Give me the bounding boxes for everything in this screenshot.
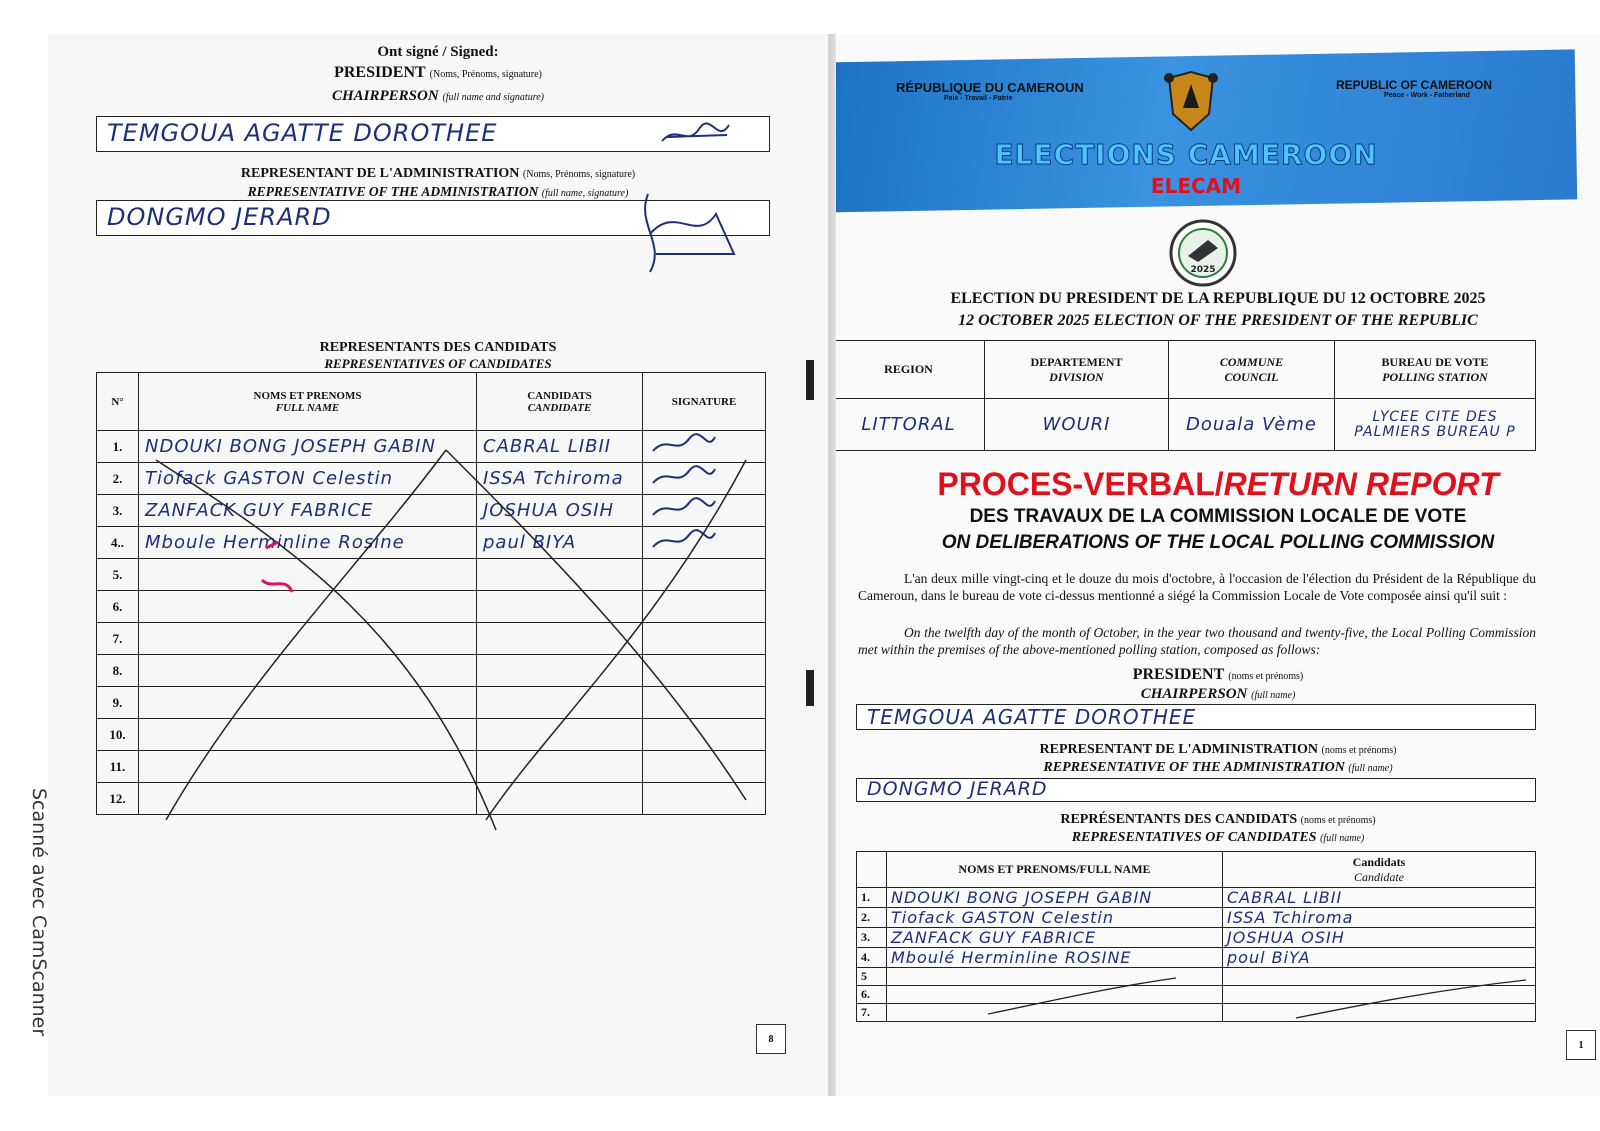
left-table-row bbox=[97, 591, 766, 623]
left-row-num: 10. bbox=[97, 719, 139, 751]
th-commune-en: COUNCIL bbox=[1224, 369, 1279, 384]
cand-row-name-cell bbox=[887, 948, 1223, 968]
left-row-signature-cell bbox=[643, 623, 766, 655]
cand-th-cand-en: Candidate bbox=[1354, 869, 1404, 884]
left-president-label-fr: PRESIDENT bbox=[334, 64, 426, 81]
staple-bottom bbox=[806, 670, 814, 706]
left-admin-note-en: (full name, signature) bbox=[541, 188, 629, 199]
left-row-signature-cell bbox=[643, 655, 766, 687]
left-table-row bbox=[97, 431, 766, 463]
left-table-row bbox=[97, 559, 766, 591]
cand-th-num bbox=[857, 852, 887, 888]
cand-row-candidate-cell bbox=[1223, 908, 1536, 928]
cand-row-candidate: CABRAL LIBII bbox=[1227, 888, 1343, 907]
election-title-en-text: 12 OCTOBER 2025 ELECTION OF THE PRESIDENT OF THE REPUBLIC bbox=[958, 312, 1478, 329]
right-president-label-fr: PRESIDENT bbox=[1132, 666, 1225, 683]
seal-year: 2025 bbox=[1190, 265, 1216, 275]
elections-cameroon-title: ELECTIONS CAMEROON bbox=[994, 138, 1378, 171]
cand-row-num: 3. bbox=[857, 928, 887, 948]
left-row-candidate-cell bbox=[477, 783, 643, 815]
left-page-number: 8 bbox=[756, 1024, 786, 1054]
right-reps-label bbox=[836, 812, 1600, 828]
rep-signature-icon bbox=[649, 465, 719, 489]
location-header-row bbox=[836, 341, 1536, 399]
right-table-strike-marks bbox=[986, 974, 1546, 1024]
th-bureau-en: POLLING STATION bbox=[1382, 369, 1488, 384]
cand-header-row bbox=[857, 852, 1536, 888]
cand-row-name: NDOUKI BONG JOSEPH GABIN bbox=[891, 888, 1153, 907]
cand-row-candidate-cell bbox=[1223, 928, 1536, 948]
left-row-name-cell bbox=[139, 655, 477, 687]
left-row-candidate: CABRAL LIBII bbox=[483, 436, 612, 457]
cand-row-name: Mboulé Herminline ROSINE bbox=[891, 948, 1132, 967]
value-bureau bbox=[1335, 399, 1536, 451]
republic-en bbox=[1336, 78, 1492, 99]
left-table-row bbox=[97, 687, 766, 719]
left-chairperson-label-en: CHAIRPERSON bbox=[331, 88, 439, 104]
left-president-note-fr: (Noms, Prénoms, signature) bbox=[429, 69, 542, 80]
right-admin-label-fr: REPRESENTANT DE L'ADMINISTRATION bbox=[1039, 742, 1318, 757]
elecam-title: ELECAM bbox=[1150, 174, 1242, 198]
cand-row-num: 6. bbox=[857, 986, 887, 1004]
left-row-signature-cell bbox=[643, 687, 766, 719]
right-admin-note-fr: (noms et prénoms) bbox=[1321, 745, 1397, 756]
location-values-row bbox=[836, 399, 1536, 451]
right-chairperson-label-en: CHAIRPERSON bbox=[1140, 686, 1248, 702]
cand-row-num: 2. bbox=[857, 908, 887, 928]
staple-top bbox=[806, 360, 814, 400]
left-row-name-cell bbox=[139, 751, 477, 783]
commune-value: Douala Vème bbox=[1185, 414, 1317, 435]
cand-row-candidate: ISSA Tchiroma bbox=[1227, 908, 1354, 927]
value-department bbox=[985, 399, 1169, 451]
left-table-row bbox=[97, 623, 766, 655]
left-row-signature-cell bbox=[643, 591, 766, 623]
left-row-num: 11. bbox=[97, 751, 139, 783]
left-th-name bbox=[139, 373, 477, 431]
republic-fr bbox=[896, 80, 1084, 102]
cand-row-name-cell bbox=[887, 928, 1223, 948]
left-row-candidate-cell bbox=[477, 527, 643, 559]
left-row-num: 6. bbox=[97, 591, 139, 623]
value-commune bbox=[1169, 399, 1335, 451]
right-admin-label-en: REPRESENTATIVE OF THE ADMINISTRATION bbox=[1043, 760, 1345, 775]
left-row-candidate-cell bbox=[477, 591, 643, 623]
right-page-number: 1 bbox=[1566, 1030, 1596, 1060]
left-table-header-row bbox=[97, 373, 766, 431]
admin-signature-icon bbox=[636, 184, 746, 274]
left-row-num: 12. bbox=[97, 783, 139, 815]
pv-title-fr: PROCES-VERBAL/ bbox=[937, 466, 1224, 502]
left-table-row bbox=[97, 783, 766, 815]
th-dept-fr: DEPARTEMENT bbox=[1030, 354, 1123, 369]
rep-signature-icon bbox=[649, 433, 719, 457]
left-row-candidate-cell bbox=[477, 463, 643, 495]
left-row-signature-cell bbox=[643, 559, 766, 591]
left-row-candidate-cell bbox=[477, 751, 643, 783]
republic-en-text: REPUBLIC OF CAMEROON bbox=[1336, 78, 1492, 92]
department-value: WOURI bbox=[1042, 414, 1111, 435]
left-row-candidate-cell bbox=[477, 655, 643, 687]
left-president-name-box bbox=[96, 116, 770, 152]
left-table-row bbox=[97, 495, 766, 527]
bureau-value: LYCEE CITE DES PALMIERS BUREAU P bbox=[1354, 408, 1516, 440]
left-row-candidate-cell bbox=[477, 719, 643, 751]
left-th-signature: SIGNATURE bbox=[643, 373, 766, 431]
pv-title-en: RETURN REPORT bbox=[1223, 466, 1499, 502]
left-row-signature-cell bbox=[643, 719, 766, 751]
right-page bbox=[836, 34, 1600, 1096]
th-dept-en: DIVISION bbox=[1049, 369, 1104, 384]
cand-th-name: NOMS ET PRENOMS/FULL NAME bbox=[887, 852, 1223, 888]
left-table-row bbox=[97, 527, 766, 559]
motto-fr: Paix - Travail - Patrie bbox=[944, 95, 1013, 102]
signed-heading-text: Ont signé / Signed: bbox=[377, 44, 499, 60]
left-row-name-cell bbox=[139, 591, 477, 623]
left-row-name-cell bbox=[139, 431, 477, 463]
region-value: LITTORAL bbox=[861, 414, 956, 435]
right-admin-name-box bbox=[856, 778, 1536, 802]
left-row-name-cell bbox=[139, 559, 477, 591]
right-chairperson-label bbox=[836, 686, 1600, 703]
cand-table-row bbox=[857, 948, 1536, 968]
cand-row-candidate-cell bbox=[1223, 948, 1536, 968]
cand-row-candidate: poul BiYA bbox=[1227, 948, 1311, 967]
left-reps-table bbox=[96, 372, 766, 815]
left-row-name-cell bbox=[139, 623, 477, 655]
signed-heading bbox=[48, 44, 828, 61]
left-reps-heading bbox=[48, 340, 828, 372]
left-admin-label-en: REPRESENTATIVE OF THE ADMINISTRATION bbox=[247, 184, 539, 199]
left-row-num: 5. bbox=[97, 559, 139, 591]
left-th-name-en: FULL NAME bbox=[275, 401, 340, 414]
th-commune bbox=[1169, 341, 1335, 399]
right-reps-label-fr: REPRÉSENTANTS DES CANDIDATS bbox=[1060, 812, 1298, 827]
right-president-label bbox=[836, 666, 1600, 684]
pv-subtitle-fr: DES TRAVAUX DE LA COMMISSION LOCALE DE VOTE bbox=[969, 506, 1467, 527]
right-admin-label-en-row bbox=[836, 760, 1600, 776]
left-row-num: 9. bbox=[97, 687, 139, 719]
left-row-signature-cell bbox=[643, 495, 766, 527]
left-table-row bbox=[97, 719, 766, 751]
left-table-row bbox=[97, 655, 766, 687]
left-row-name: NDOUKI BONG JOSEPH GABIN bbox=[145, 436, 436, 457]
cand-table-row bbox=[857, 908, 1536, 928]
right-president-name: TEMGOUA AGATTE DOROTHEE bbox=[867, 705, 1197, 729]
cand-table-row bbox=[857, 928, 1536, 948]
left-admin-note-fr: (Noms, Prénoms, signature) bbox=[522, 169, 636, 180]
right-admin-name: DONGMO JERARD bbox=[867, 778, 1048, 800]
left-row-num: 3. bbox=[97, 495, 139, 527]
left-th-name-fr: NOMS ET PRENOMS bbox=[253, 389, 362, 402]
left-row-num: 2. bbox=[97, 463, 139, 495]
republic-fr-text: RÉPUBLIQUE DU CAMEROUN bbox=[896, 80, 1084, 95]
left-table-row bbox=[97, 751, 766, 783]
left-president-label bbox=[48, 64, 828, 82]
left-president-name: TEMGOUA AGATTE DOROTHEE bbox=[107, 119, 498, 147]
left-row-candidate-cell bbox=[477, 495, 643, 527]
left-row-candidate: JOSHUA OSIH bbox=[483, 500, 615, 521]
cand-th-candidate bbox=[1223, 852, 1536, 888]
left-reps-heading-fr: REPRESENTANTS DES CANDIDATS bbox=[319, 340, 557, 355]
rep-signature-icon bbox=[649, 529, 719, 553]
left-admin-label-fr: REPRESENTANT DE L'ADMINISTRATION bbox=[240, 166, 520, 181]
cand-th-cand-fr: Candidats bbox=[1352, 854, 1406, 869]
left-th-candidate bbox=[477, 373, 643, 431]
left-row-candidate-cell bbox=[477, 559, 643, 591]
left-row-name-cell bbox=[139, 463, 477, 495]
left-th-cand-en: CANDIDATE bbox=[527, 401, 592, 414]
election-title-fr bbox=[836, 290, 1600, 308]
left-row-name: Tiofack GASTON Celestin bbox=[145, 468, 394, 489]
cand-row-candidate-cell bbox=[1223, 888, 1536, 908]
election-title-fr-text: ELECTION DU PRESIDENT DE LA REPUBLIQUE DU 12 OCTOBRE 2025 bbox=[950, 290, 1486, 307]
left-table-row bbox=[97, 463, 766, 495]
left-row-name-cell bbox=[139, 783, 477, 815]
left-row-signature-cell bbox=[643, 463, 766, 495]
left-row-candidate-cell bbox=[477, 431, 643, 463]
left-th-num: N° bbox=[97, 373, 139, 431]
left-row-num: 7. bbox=[97, 623, 139, 655]
motto-en: Peace - Work - Fatherland bbox=[1384, 92, 1470, 99]
cand-row-name-cell bbox=[887, 908, 1223, 928]
rep-signature-icon bbox=[649, 497, 719, 521]
right-reps-note-en: (full name) bbox=[1320, 833, 1365, 844]
cand-row-name: ZANFACK GUY FABRICE bbox=[891, 928, 1097, 947]
right-admin-label bbox=[836, 742, 1600, 758]
th-bureau bbox=[1335, 341, 1536, 399]
left-row-name: Mboule Herminline Rosine bbox=[145, 532, 405, 553]
left-row-num: 1. bbox=[97, 431, 139, 463]
th-commune-fr: COMMUNE bbox=[1219, 354, 1284, 369]
camscanner-watermark: Scanné avec CamScanner bbox=[28, 788, 50, 1037]
value-region bbox=[836, 399, 985, 451]
left-row-candidate: ISSA Tchiroma bbox=[483, 468, 624, 489]
left-row-name-cell bbox=[139, 527, 477, 559]
right-president-name-box bbox=[856, 704, 1536, 730]
right-admin-note-en: (full name) bbox=[1348, 763, 1393, 774]
cand-row-name-cell bbox=[887, 888, 1223, 908]
election-title-en bbox=[836, 312, 1600, 330]
cand-table-row bbox=[857, 888, 1536, 908]
cand-row-num: 1. bbox=[857, 888, 887, 908]
left-table-body bbox=[97, 431, 766, 815]
left-row-name: ZANFACK GUY FABRICE bbox=[145, 500, 374, 521]
left-row-signature-cell bbox=[643, 751, 766, 783]
th-region: REGION bbox=[836, 341, 985, 399]
left-th-cand-fr: CANDIDATS bbox=[527, 389, 592, 402]
left-row-signature-cell bbox=[643, 431, 766, 463]
th-bureau-fr: BUREAU DE VOTE bbox=[1381, 354, 1489, 369]
right-chairperson-note-en: (full name) bbox=[1251, 690, 1296, 701]
left-row-name-cell bbox=[139, 495, 477, 527]
left-row-num: 4.. bbox=[97, 527, 139, 559]
left-chairperson-label bbox=[48, 88, 828, 105]
left-row-candidate-cell bbox=[477, 623, 643, 655]
left-row-name-cell bbox=[139, 687, 477, 719]
left-row-candidate-cell bbox=[477, 687, 643, 719]
cand-row-num: 5 bbox=[857, 968, 887, 986]
elecam-seal-icon bbox=[1168, 218, 1238, 288]
intro-paragraph-en: On the twelfth day of the month of October, in the year two thousand and twenty-five, the Local Polling Commission met within the premises of the above-mentioned polling station, composed as follows: bbox=[858, 625, 1536, 657]
cand-row-num: 4. bbox=[857, 948, 887, 968]
right-reps-note-fr: (noms et prénoms) bbox=[1300, 815, 1376, 826]
right-reps-label-en-row bbox=[836, 830, 1600, 846]
left-row-name-cell bbox=[139, 719, 477, 751]
left-row-candidate: paul BIYA bbox=[483, 532, 577, 553]
coat-of-arms-icon bbox=[1161, 70, 1221, 134]
left-admin-label bbox=[48, 166, 828, 182]
right-president-note-fr: (noms et prénoms) bbox=[1228, 671, 1304, 682]
left-reps-heading-en: REPRESENTATIVES OF CANDIDATES bbox=[324, 356, 552, 371]
pv-title bbox=[836, 466, 1600, 503]
pv-subtitle-en: ON DELIBERATIONS OF THE LOCAL POLLING COMMISSION bbox=[941, 532, 1495, 553]
cand-row-candidate: JOSHUA OSIH bbox=[1227, 928, 1345, 947]
left-chairperson-note-en: (full name and signature) bbox=[442, 92, 544, 103]
cand-row-name: Tiofack GASTON Celestin bbox=[891, 908, 1115, 927]
left-page bbox=[48, 34, 828, 1096]
th-department bbox=[985, 341, 1169, 399]
location-table bbox=[836, 340, 1536, 451]
left-row-num: 8. bbox=[97, 655, 139, 687]
president-signature-icon bbox=[657, 119, 737, 149]
right-reps-label-en: REPRESENTATIVES OF CANDIDATES bbox=[1071, 830, 1317, 845]
left-admin-name: DONGMO JERARD bbox=[107, 203, 332, 231]
cand-row-num: 7. bbox=[857, 1004, 887, 1022]
intro-paragraph-fr: L'an deux mille vingt-cinq et le douze du mois d'octobre, à l'occasion de l'élection du Président de la République du Cameroun, dans le bureau de vote ci-dessus mentionné a siégé la Commission Locale de Vote composée ainsi qu'il suit : bbox=[858, 571, 1536, 603]
left-row-signature-cell bbox=[643, 783, 766, 815]
left-row-signature-cell bbox=[643, 527, 766, 559]
